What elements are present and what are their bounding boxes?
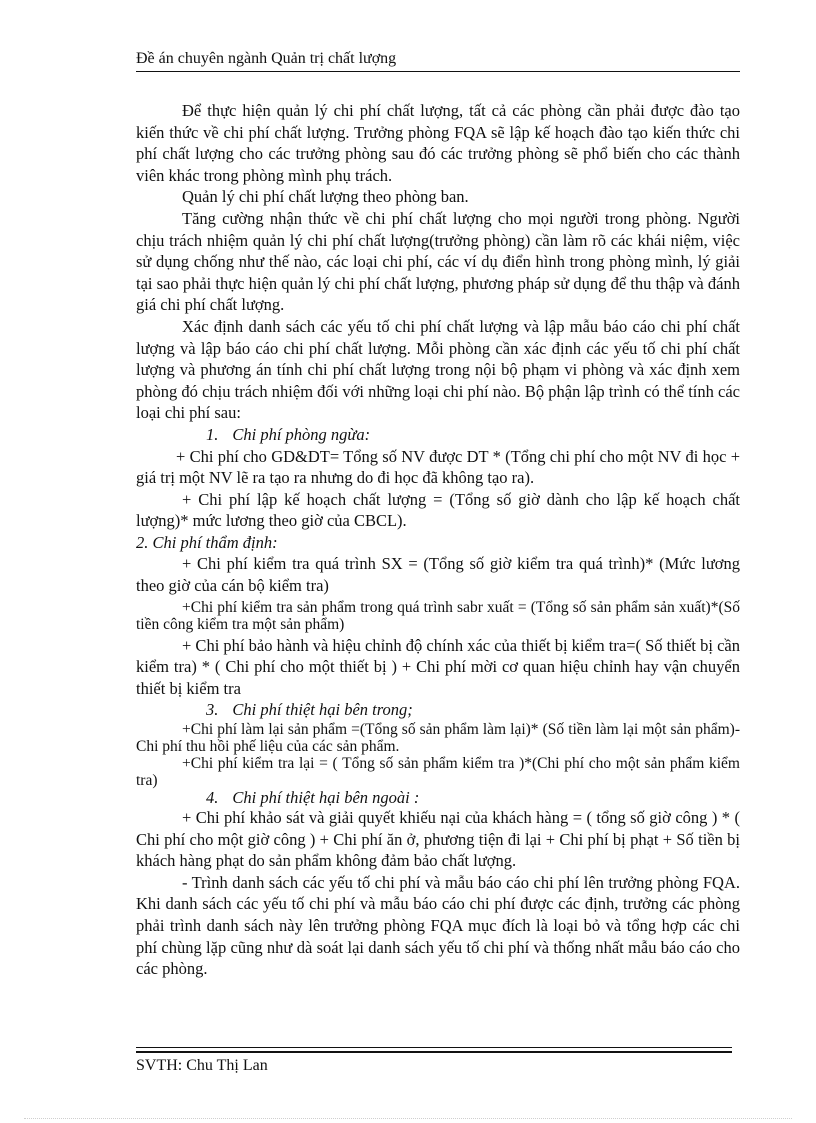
section-heading-external-failure [136, 789, 740, 807]
section-number: 1. [206, 424, 219, 444]
section-number: 4. [206, 788, 219, 808]
cost-item: +Chi phí làm lại sản phẩm =(Tổng số sản phẩm làm lại)* (Số tiền làm lại một sản phẩm)-Chi phí thu hồi phế liệu của các sản phẩm. [136, 721, 740, 756]
footer-rule [136, 1051, 732, 1053]
paragraph-closing: - Trình danh sách các yếu tố chi phí và mẫu báo cáo chi phí lên trưởng phòng FQA. Khi danh sách các yếu tố chi phí và mẫu báo cáo chi phí được các định, trưởng các phòng phải trình danh sách này lên trưởng phòng FQA mục đích là loại bỏ và tổng hợp các chi phí chùng lặp cũng như dà soát lại danh sách yếu tố chi phí và thống nhất mẫu báo cáo cho các phòng. [136, 872, 740, 979]
section-number: 3. [206, 700, 219, 720]
footer-rule [136, 1047, 732, 1048]
section-title: Chi phí thiệt hại bên ngoài : [232, 788, 420, 808]
section-heading-prevention [136, 424, 740, 446]
cost-item: + Chi phí cho GD&DT= Tổng số NV được DT * (Tổng chi phí cho một NV đi học + giá trị một NV lẽ ra tạo ra nhưng do đi học đã không tạo ra). [136, 446, 740, 488]
cost-item: + Chi phí kiểm tra quá trình SX = (Tổng số giờ kiểm tra quá trình)* (Mức lương theo giờ của cán bộ kiểm tra) [136, 554, 740, 596]
cost-item: + Chi phí lập kế hoạch chất lượng = (Tổng số giờ dành cho lập kế hoạch chất lượng)* mức lương theo giờ của CBCL). [136, 489, 740, 531]
paragraph-awareness: Tăng cường nhận thức về chi phí chất lượng cho mọi người trong phòng. Người chịu trách nhiệm quản lý chi phí chất lượng(trưởng phòng) cần làm rõ các khái niệm, việc sử dụng chống như thế nào, các loại chi phí, các ví dụ điển hình trong phòng mình, lý giải tại sao phải thực hiện quản lý chi phí chất lượng, phương pháp sử dụng để thu thập và đánh giá chi phí chất lượng. [136, 208, 740, 315]
page-footer [136, 1055, 268, 1077]
header-title: Đề án chuyên ngành Quản trị chất lượng [136, 50, 397, 67]
document-body [136, 100, 740, 980]
paragraph-training: Để thực hiện quản lý chi phí chất lượng, tất cả các phòng cần phải được đào tạo kiến thức về chi phí chất lượng. Trưởng phòng FQA sẽ lập kế hoạch đào tạo kiến thức chi phí chất lượng cho các trưởng phòng sau đó các trưởng phòng sẽ phổ biến cho các thành viên khác trong phòng mình phụ trách. [136, 101, 740, 185]
page-edge-divider [24, 1118, 792, 1119]
cost-item: + Chi phí bảo hành và hiệu chỉnh độ chính xác của thiết bị kiểm tra=( Số thiết bị cần kiểm tra) * ( Chi phí cho một thiết bị ) + Chi phí mời cơ quan hiệu chỉnh hay vận chuyển thiết bị kiểm tra [136, 635, 740, 698]
cost-item: + Chi phí khảo sát và giải quyết khiếu nại của khách hàng = ( tổng số giờ công ) * ( Chi phí cho một giờ công ) + Chi phí ăn ở, phương tiện đi lại + Chi phí bị phạt + Số tiền bị khách hàng phạt do sản phẩm không đảm bảo chất lượng. [136, 808, 740, 871]
page-header [136, 48, 740, 72]
cost-item: +Chi phí kiểm tra lại = ( Tổng số sản phẩm kiểm tra )*(Chi phí cho một sản phẩm kiểm tra) [136, 755, 740, 790]
paragraph-department-heading: Quản lý chi phí chất lượng theo phòng ban. [182, 187, 469, 207]
footer-author: SVTH: Chu Thị Lan [136, 1057, 268, 1074]
section-heading-appraisal: 2. Chi phí thẩm định: [136, 532, 278, 552]
cost-item: +Chi phí kiểm tra sản phẩm trong quá trình sabr xuất = (Tổng số sản phẩm sản xuất)*(Số tiền công kiểm tra một sản phẩm) [136, 598, 740, 633]
section-title: Chi phí phòng ngừa: [232, 424, 371, 444]
section-title: Chi phí thiệt hại bên trong; [232, 700, 413, 720]
paragraph-list-definition: Xác định danh sách các yếu tố chi phí chất lượng và lập mẫu báo cáo chi phí chất lượng và lập báo cáo chi phí chất lượng. Mỗi phòng cần xác định các yếu tố chi phí chất lượng và phương án tính chi phí chất lượng trong nội bộ phạm vi phòng và xác định xem phòng đó chịu trách nhiệm đối với những loại chi phí nào. Bộ phận lập trình có thể tính các loại chi phí sau: [136, 316, 740, 423]
section-heading-internal-failure [136, 699, 740, 721]
